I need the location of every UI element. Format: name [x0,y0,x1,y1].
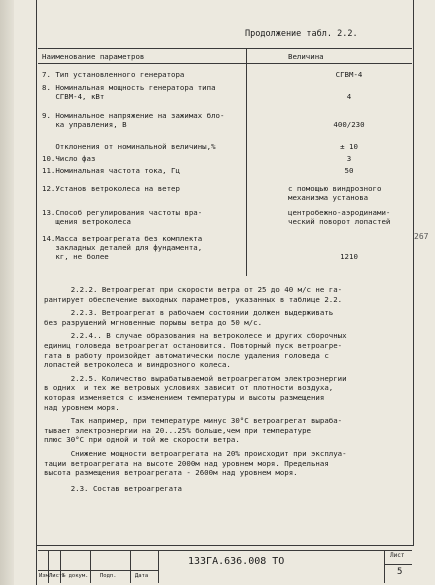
paragraph-line: гата в работу произойдет автоматически после удаления головеда с [44,350,329,360]
row-value: 3 [346,154,352,163]
table-row [38,234,412,264]
paragraph-line: тывает электроэнергии на 20...25% больше,чем при температуре [44,425,311,435]
parameters-table [38,48,412,261]
paragraph-line: 2.2.4.. В случае образования на ветроколесе и других сборочных [44,331,347,341]
table-row [38,208,412,228]
stamp-label: Изм [39,573,49,579]
paragraph-line: 2.2.3. Ветроагрегат в рабочаем состоянии должен выдерживать [44,308,334,318]
row-name: 11.Номинальная частота тока, Гц [42,166,180,175]
table-row [38,70,412,80]
table-row [38,142,412,152]
row-name: 7. Тип установленного генератора [42,70,185,79]
paragraph-line: плюс 30°С при одной и той же скорости ветра. [44,435,240,445]
table-row [38,184,412,204]
side-page-number: 267 [414,232,429,241]
stamp-row-line [38,570,158,571]
paragraph-line: над уровнем моря. [44,402,120,412]
table-header [38,48,412,64]
stamp-label: № докум. [62,573,89,579]
title-block [38,550,412,583]
paragraph-line: лопастей ветроколеса и виндрозного колеса. [44,360,231,370]
paragraph-line: 2.2.2. Ветроагрегат при скорости ветра от 25 до 40 м/с не га- [44,285,343,294]
paragraph-line: 2.2.5. Количество вырабатываемой ветроагрегатом электроэнергии [44,373,347,383]
frame-bottom-line [36,545,414,546]
row-value: 50 [344,166,354,175]
sheet-divider [384,564,412,565]
table-row [38,166,412,176]
row-value: ± 10 [340,142,358,151]
sheet-label: Лист [390,552,405,559]
row-value: 1210 [340,252,358,261]
row-name: 12.Установ ветроколеса на ветер [42,184,180,193]
table-row [38,111,412,131]
paragraph-line: Снижение мощности ветроагрегата на 20% происходит при эксплуа- [44,448,347,458]
body-text [44,285,408,493]
row-name: 9. Номинальное напряжение на зажимах бло- ка управления, В [42,111,225,129]
binding-edge [0,0,14,585]
sheet-number: 5 [397,567,403,577]
column-header-value: Величина [288,52,324,61]
row-value: центробежно-аэродинами- ческий поворот лопастей [288,208,391,226]
stamp-label: Лист [49,573,63,579]
row-name: 14.Масса ветроагрегата без комплекта закладных деталей для фундамента, кг, не более [42,234,203,261]
table-row [38,83,412,103]
paragraph-line: без разрушений мгновенные порывы ветра до 50 м/с. [44,317,263,327]
row-name: 10.Число фаз [42,154,96,163]
paragraph-line: Так например, при температуре минус 30°С ветроагрегат выраба- [44,416,343,426]
row-value: 4 [346,92,352,101]
table-column-divider [246,48,247,276]
row-value: СГВМ-4 [335,70,363,79]
table-continuation-title: Продолжение табл. 2.2. [245,29,358,39]
paragraph-line: единиц головеда ветроагрегат остановится. Повторный пуск ветроагре- [44,340,343,350]
stamp-label: Дата [135,573,149,579]
paragraph-line: 2.3. Состав ветроагрегата [44,483,182,493]
paragraph-line: рантирует обеспечение выходных параметров, указанных в таблице 2.2. [44,294,343,304]
frame-left-line [36,0,37,585]
row-name: 13.Способ регулирования частоты вра- щения ветроколеса [42,208,203,226]
table-row [38,154,412,164]
column-header-name: Наименование параметров [42,52,145,61]
frame-right-line [413,0,414,545]
paragraph-line: которая изменяется с изменением температуры и высоты размещения [44,392,325,402]
paragraph-line: тации ветроагрегата на высоте 2000м над уровнем моря. Предельная [44,458,329,468]
row-name: Отклонения от номинальной величины,% [42,142,216,151]
paragraph-line: в одних и тех же ветровых условиях зависит от плотности воздуха, [44,383,334,393]
stamp-label: Подп. [100,573,117,579]
row-value: с помощью виндрозного механизма установа [288,184,382,202]
row-value: 400/230 [333,120,365,129]
paragraph-line: высота размещения ветроагрегата - 2600м над уровнем моря. [44,468,298,478]
document-code: 133ГА.636.008 ТО [188,556,285,567]
row-name: 8. Номинальная мощность генератора типа СГВМ-4, кВт [42,83,216,101]
